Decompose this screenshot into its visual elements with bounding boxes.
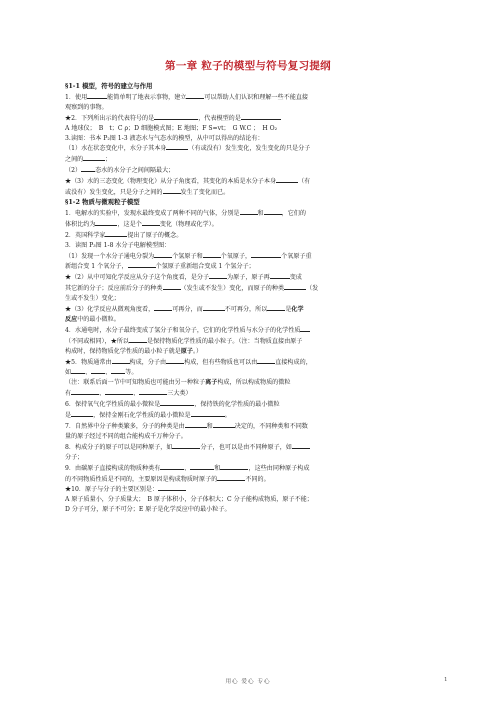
text-line [65,399,445,410]
text-line [65,113,445,124]
line-text: 或没有）发生变化，只是分子之间的 [65,189,163,197]
line-text: 和 [214,464,221,472]
line-text: （发生或不发生）变化，而原子的种类 [180,285,285,293]
answer-blank [91,367,105,374]
line-text: 6．保持氧气化学性质的最小微粒是 [65,401,161,409]
text-line [65,272,445,283]
line-text: 分子； [65,453,84,461]
line-text: 新组合变 1 个氧分子， [65,263,128,271]
answer-blank [185,421,207,428]
text-line [65,143,445,154]
line-text: 3．读图 P₃图 1-8 水分子电解模型图： [65,241,171,249]
answer-blank [191,410,225,417]
line-text: 是 [285,306,292,314]
line-text: 可再分，而 [172,306,203,314]
line-text: D 分子可分，原子不可分；E 原子是化学反应中的最小粒子。 [65,506,231,514]
line-text: 、 [85,369,92,377]
answer-blank [163,187,181,194]
line-text: 等。 [125,369,138,377]
line-text: 构成，所以构成物质的微粒 [217,379,291,387]
answer-blank [203,251,221,258]
answer-blank [105,388,133,395]
answer-blank [267,304,285,311]
line-text: 发生了变化而已。 [180,189,230,197]
document-body [65,82,445,515]
line-text: （有或没有）发生变化，发生变化的只是分子 [188,145,311,153]
text-line [65,495,445,505]
answer-blank [240,208,258,215]
line-text: 态水的水分子之间间隔最大； [95,167,175,175]
emphasis-text: 反应 [65,315,78,323]
line-text: ★2．下列所出示的代表符号的是 [65,114,155,122]
line-text: 、 [184,464,191,472]
answer-blank [166,143,188,150]
line-text: 2．英国科学家 [65,231,106,239]
text-line [65,103,445,113]
line-text: ； [105,156,112,164]
answer-blank [71,410,93,417]
line-text: （有 [298,178,311,186]
text-line [65,187,445,198]
line-text: 中的最小微粒。 [77,315,120,323]
answer-blank [270,272,290,279]
text-line [65,165,445,176]
line-text: 是 [65,412,72,420]
emphasis-text: 原子 [180,347,193,355]
line-text: 体积比约为 [65,220,96,228]
answer-blank [220,463,248,470]
line-text: ，这些由同种原子构成 [248,464,310,472]
text-line [65,367,445,378]
line-text: 三大类） [167,390,192,398]
line-text: 、 [105,369,112,377]
line-text: 其它新的分子；反应前后分子的种类 [65,285,163,293]
line-text: ★（3）水的三态变化（物理变化）从分子角度看，其变化的本质是水分子本身 [65,178,277,186]
line-text: 可以帮助人们认识和理解一些不能直接 [204,93,308,101]
line-text: ★（2）从中可知化学反应从分子这个角度看，是分子 [65,274,210,282]
line-text: ★10．原子与分子的主要区别是： [65,486,159,494]
line-text: 1．使用 [65,93,88,101]
answer-blank [154,251,172,258]
text-line [65,208,445,219]
emphasis-text: 化学 [291,306,304,314]
line-text: 1．电解水的实验中，发现水最终变成了两种不同的气体，分别是 [65,209,240,217]
line-text: ，保持金刚石化学性质的最小微粒是 [93,412,191,420]
line-text: （不同或相同），★所以 [65,337,129,345]
line-text: A 原子质量小，分子质量大； B 原子体积小，分子体积大；C 分子能构成物质，原子不能； [65,496,313,504]
answer-blank [203,304,225,311]
line-text: §1-1 模型，符号的建立与作用 [65,82,153,90]
text-line [65,484,445,495]
answer-blank [300,325,310,332]
line-text: （2） [65,167,82,175]
line-text: ，这是个 [117,220,142,228]
answer-blank [111,367,125,374]
text-line [65,463,445,474]
text-line [65,294,445,304]
text-line [65,347,445,357]
line-text: 和 [257,209,264,217]
text-line [65,357,445,368]
line-text: 之间的 [65,156,84,164]
line-text: 的不同物质性质是不同的，主要原因是构成物质时原子的 [65,475,218,483]
answer-blank [276,176,298,183]
answer-blank [83,154,105,161]
line-text: ，代表模型的是 [198,114,241,122]
text-line [65,230,445,241]
text-line [65,421,445,432]
line-text: 3.读图：书本 P₂图 1-3 液态水与气态水的模型，从中可以得出的结论有： [65,134,264,142]
line-text: 、 [99,390,106,398]
line-text: 个氢原子和 [172,252,203,260]
line-text: 有 [65,390,72,398]
line-text: 构成，但有些物质也可以由 [184,358,258,366]
answer-blank [172,442,200,449]
line-text: 提出了原子的概念。 [127,231,183,239]
line-text: A 地球仪； B t；C ρ；D 细胞模式图；E 地图；F S=vt； G W.C ； H O₂ [65,124,278,132]
line-text: 量的原子经过不同的组合能构成千万种分子。 [65,432,187,440]
text-line [65,124,445,134]
text-line [65,241,445,251]
text-line [65,378,445,388]
text-line [65,336,445,347]
line-text: 如 [65,369,72,377]
page-number: 1 [444,677,448,683]
text-line [65,315,445,325]
line-text: 个氢原子重新组合变成 1 个氢分子； [155,263,255,271]
line-text: 为原子，原子再 [227,274,270,282]
answer-blank [87,92,107,99]
answer-blank [139,388,167,395]
answer-blank [217,474,245,481]
answer-blank [71,367,85,374]
answer-blank [186,92,204,99]
text-line [65,325,445,336]
answer-blank [112,357,130,364]
line-text: ★5．物质通常由 [65,358,112,366]
line-text: 、 [133,390,140,398]
answer-blank [95,219,117,226]
answer-blank [129,336,147,343]
text-line [65,134,445,144]
answer-blank [213,421,235,428]
line-text: 不同的。 [245,475,270,483]
text-line [65,453,445,463]
section-heading [65,198,445,208]
answer-blank [160,399,194,406]
answer-blank [190,463,214,470]
text-line [65,219,445,230]
text-line [65,388,445,399]
line-text: ，它们的 [281,209,306,217]
answer-blank [81,165,95,172]
line-text: 变成 [289,274,302,282]
line-text: 是保持物质化学性质的最小粒子。（注：当物质直接由原子 [146,337,303,345]
line-text: 直接构成的， [275,358,312,366]
line-text: 个氧原子重 [281,252,312,260]
line-text: 能简单明了地表示事物，建立 [107,93,187,101]
document-title: 第一章 粒子的模型与符号复习提纲 [165,60,331,72]
line-text: 观察到的事物。 [65,103,108,111]
line-text: 。 [224,412,231,420]
line-text: ★（3）化学反应从微观角度看， [65,306,155,314]
answer-blank [166,357,184,364]
answer-blank [142,219,160,226]
answer-blank [251,251,281,258]
line-text: 8．构成分子的原子可以是同种原子，如 [65,443,173,451]
line-text: ，保持铁的化学性质的最小微粒 [194,401,280,409]
answer-blank [158,484,186,491]
text-line [65,154,445,165]
text-line [65,410,445,421]
text-line [65,442,445,453]
line-text: 4．水通电时，水分子最终变成了氢分子和氧分子，它们的化学性质与水分子的化学性质 [65,326,301,334]
text-line [65,251,445,262]
answer-blank [163,283,181,290]
section-heading [65,82,445,92]
line-text: 和 [206,423,213,430]
answer-blank [154,113,198,120]
line-text: （1）水在状态变化中，水分子其本身 [65,145,167,153]
answer-blank [128,261,156,268]
line-text: 生或不发生）变化； [65,295,120,303]
answer-blank [241,113,281,120]
line-text: 。） [192,347,203,355]
answer-blank [105,230,127,237]
page-footer: 用心 爱心 专心 [225,679,271,685]
line-text: 个氧原子， [220,252,252,260]
text-line [65,261,445,272]
text-line [65,176,445,187]
answer-blank [257,357,275,364]
line-text: （注：联系后面一节中可知物质也可能由另一种粒子 [65,379,206,387]
answer-blank [264,208,282,215]
text-line [65,474,445,485]
line-text: 构成时，保持物质化学性质的最小粒子就是 [65,347,181,355]
text-line [65,304,445,315]
emphasis-text: 离子 [205,379,218,387]
text-line [65,432,445,442]
line-text: 分子，也可以是由不同种原子，如 [200,443,292,451]
text-line [65,505,445,515]
text-line [65,283,445,294]
line-text: §1-2 物质与微观粒子模型 [65,197,140,206]
answer-blank [209,272,227,279]
line-text: 不可再分，所以 [224,306,268,314]
line-text: 构成，分子由 [129,358,167,366]
line-text: （发 [306,285,319,293]
line-text: 变化（物理或化学）。 [159,220,218,228]
line-text: 7．自然界中分子种类繁多，分子的种类是由 [65,423,185,430]
answer-blank [160,463,184,470]
answer-blank [154,304,172,311]
line-text: （1）发现一个水分子通电分裂为 [65,252,155,260]
line-text: 决定的，不同种类和不同数 [234,423,308,430]
answer-blank [292,442,310,449]
answer-blank [284,283,306,290]
line-text: 9．由碳原子直接构成的物质种类有 [65,464,161,472]
answer-blank [71,388,99,395]
text-line [65,92,445,103]
